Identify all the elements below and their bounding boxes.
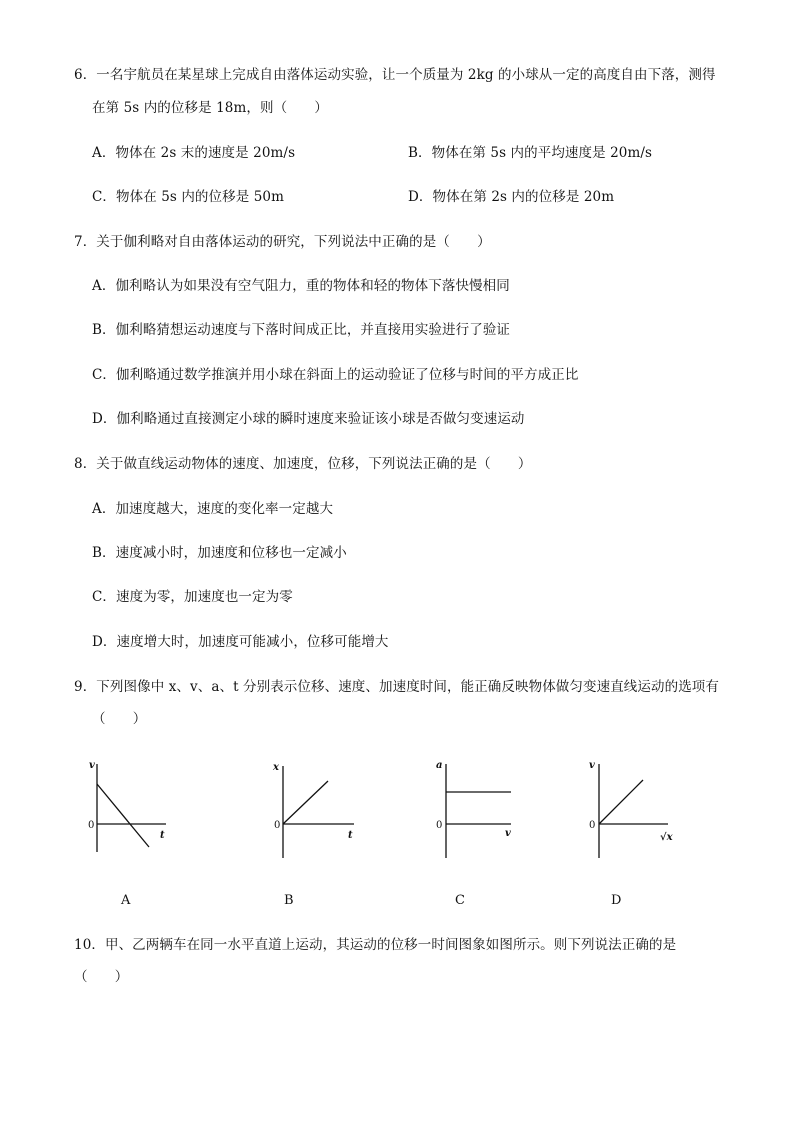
graph-a [84,756,184,854]
graph-c-x-label: v [505,828,511,839]
question-8-stem: 关于做直线运动物体的速度、加速度，位移，下列说法正确的是（ ） [96,456,532,472]
question-6-stem: 一名宇航员在某星球上完成自由落体运动实验，让一个质量为 2kg 的小球从一定的高度自由下落，测得 [96,67,716,83]
graph-d-y-label: v [589,760,595,771]
graph-d-origin-label: 0 [589,820,596,831]
question-10-stem: 甲、乙两辆车在同一水平直道上运动，其运动的位移一时间图象如图所示。则下列说法正确的是 [104,937,677,953]
question-10-number: 10． [74,937,105,953]
graph-b-y-label: x [273,762,279,773]
graph-a-x-label: t [160,830,165,841]
question-6-option-c: C．物体在 5s 内的位移是 50m [92,189,284,205]
question-10-line-2: （ ） [74,969,129,985]
graph-c-y-label: a [436,760,443,771]
question-10-line-1 [74,936,676,954]
graph-b-x-label: t [348,830,353,841]
question-7-stem: 关于伽利略对自由落体运动的研究，下列说法中正确的是（ ） [96,234,491,250]
question-8-option-a: A．加速度越大，速度的变化率一定越大 [92,501,334,517]
question-7-option-b: B．伽利略猜想运动速度与下落时间成正比，并直接用实验进行了验证 [92,322,511,338]
graph-d [586,756,686,860]
question-9-line-2: （ ） [92,711,147,727]
question-9-stem: 下列图像中 x、v、a、t 分别表示位移、速度、加速度时间，能正确反映物体做匀变速直线运动的选项有 [96,679,719,695]
graph-d-line [599,780,643,824]
question-7-option-c: C．伽利略通过数学推演并用小球在斜面上的运动验证了位移与时间的平方成正比 [92,367,579,383]
graph-a-caption: A [121,893,131,908]
question-6-option-d: D．物体在第 2s 内的位移是 20m [408,189,615,205]
graph-d-caption: D [611,893,622,908]
graph-b-line [283,781,328,824]
graph-b-origin-label: 0 [274,820,281,831]
question-7-line-1 [74,233,491,251]
question-6-option-b: B．物体在第 5s 内的平均速度是 20m/s [408,145,653,161]
graph-a-line [97,784,149,847]
graph-c-origin-label: 0 [436,820,443,831]
question-8-option-b: B．速度减小时，加速度和位移也一定减小 [92,545,347,561]
question-8-option-c: C．速度为零，加速度也一定为零 [92,589,293,605]
graph-a-origin-label: 0 [88,820,95,831]
question-9-number: 9． [74,679,97,695]
question-6-line-1 [74,66,716,84]
question-6-line-2: 在第 5s 内的位移是 18m，则（ ） [92,100,328,116]
question-8-line-1 [74,455,532,473]
question-8-number: 8． [74,456,97,472]
graph-c-caption: C [455,893,465,908]
graph-d-x-label: √x [660,832,673,843]
question-8-option-d: D．速度增大时，加速度可能减小，位移可能增大 [92,634,389,650]
question-7-option-d: D．伽利略通过直接测定小球的瞬时速度来验证该小球是否做匀变速运动 [92,411,525,427]
question-6-number: 6． [74,67,97,83]
question-7-number: 7． [74,234,97,250]
question-9-line-1 [74,678,719,696]
graph-b [270,756,370,860]
graph-c [433,756,533,860]
question-6-option-a: A．物体在 2s 末的速度是 20m/s [92,145,296,161]
question-7-option-a: A．伽利略认为如果没有空气阻力，重的物体和轻的物体下落快慢相同 [92,278,510,294]
graph-b-caption: B [284,893,294,908]
graph-a-y-label: v [89,760,95,771]
